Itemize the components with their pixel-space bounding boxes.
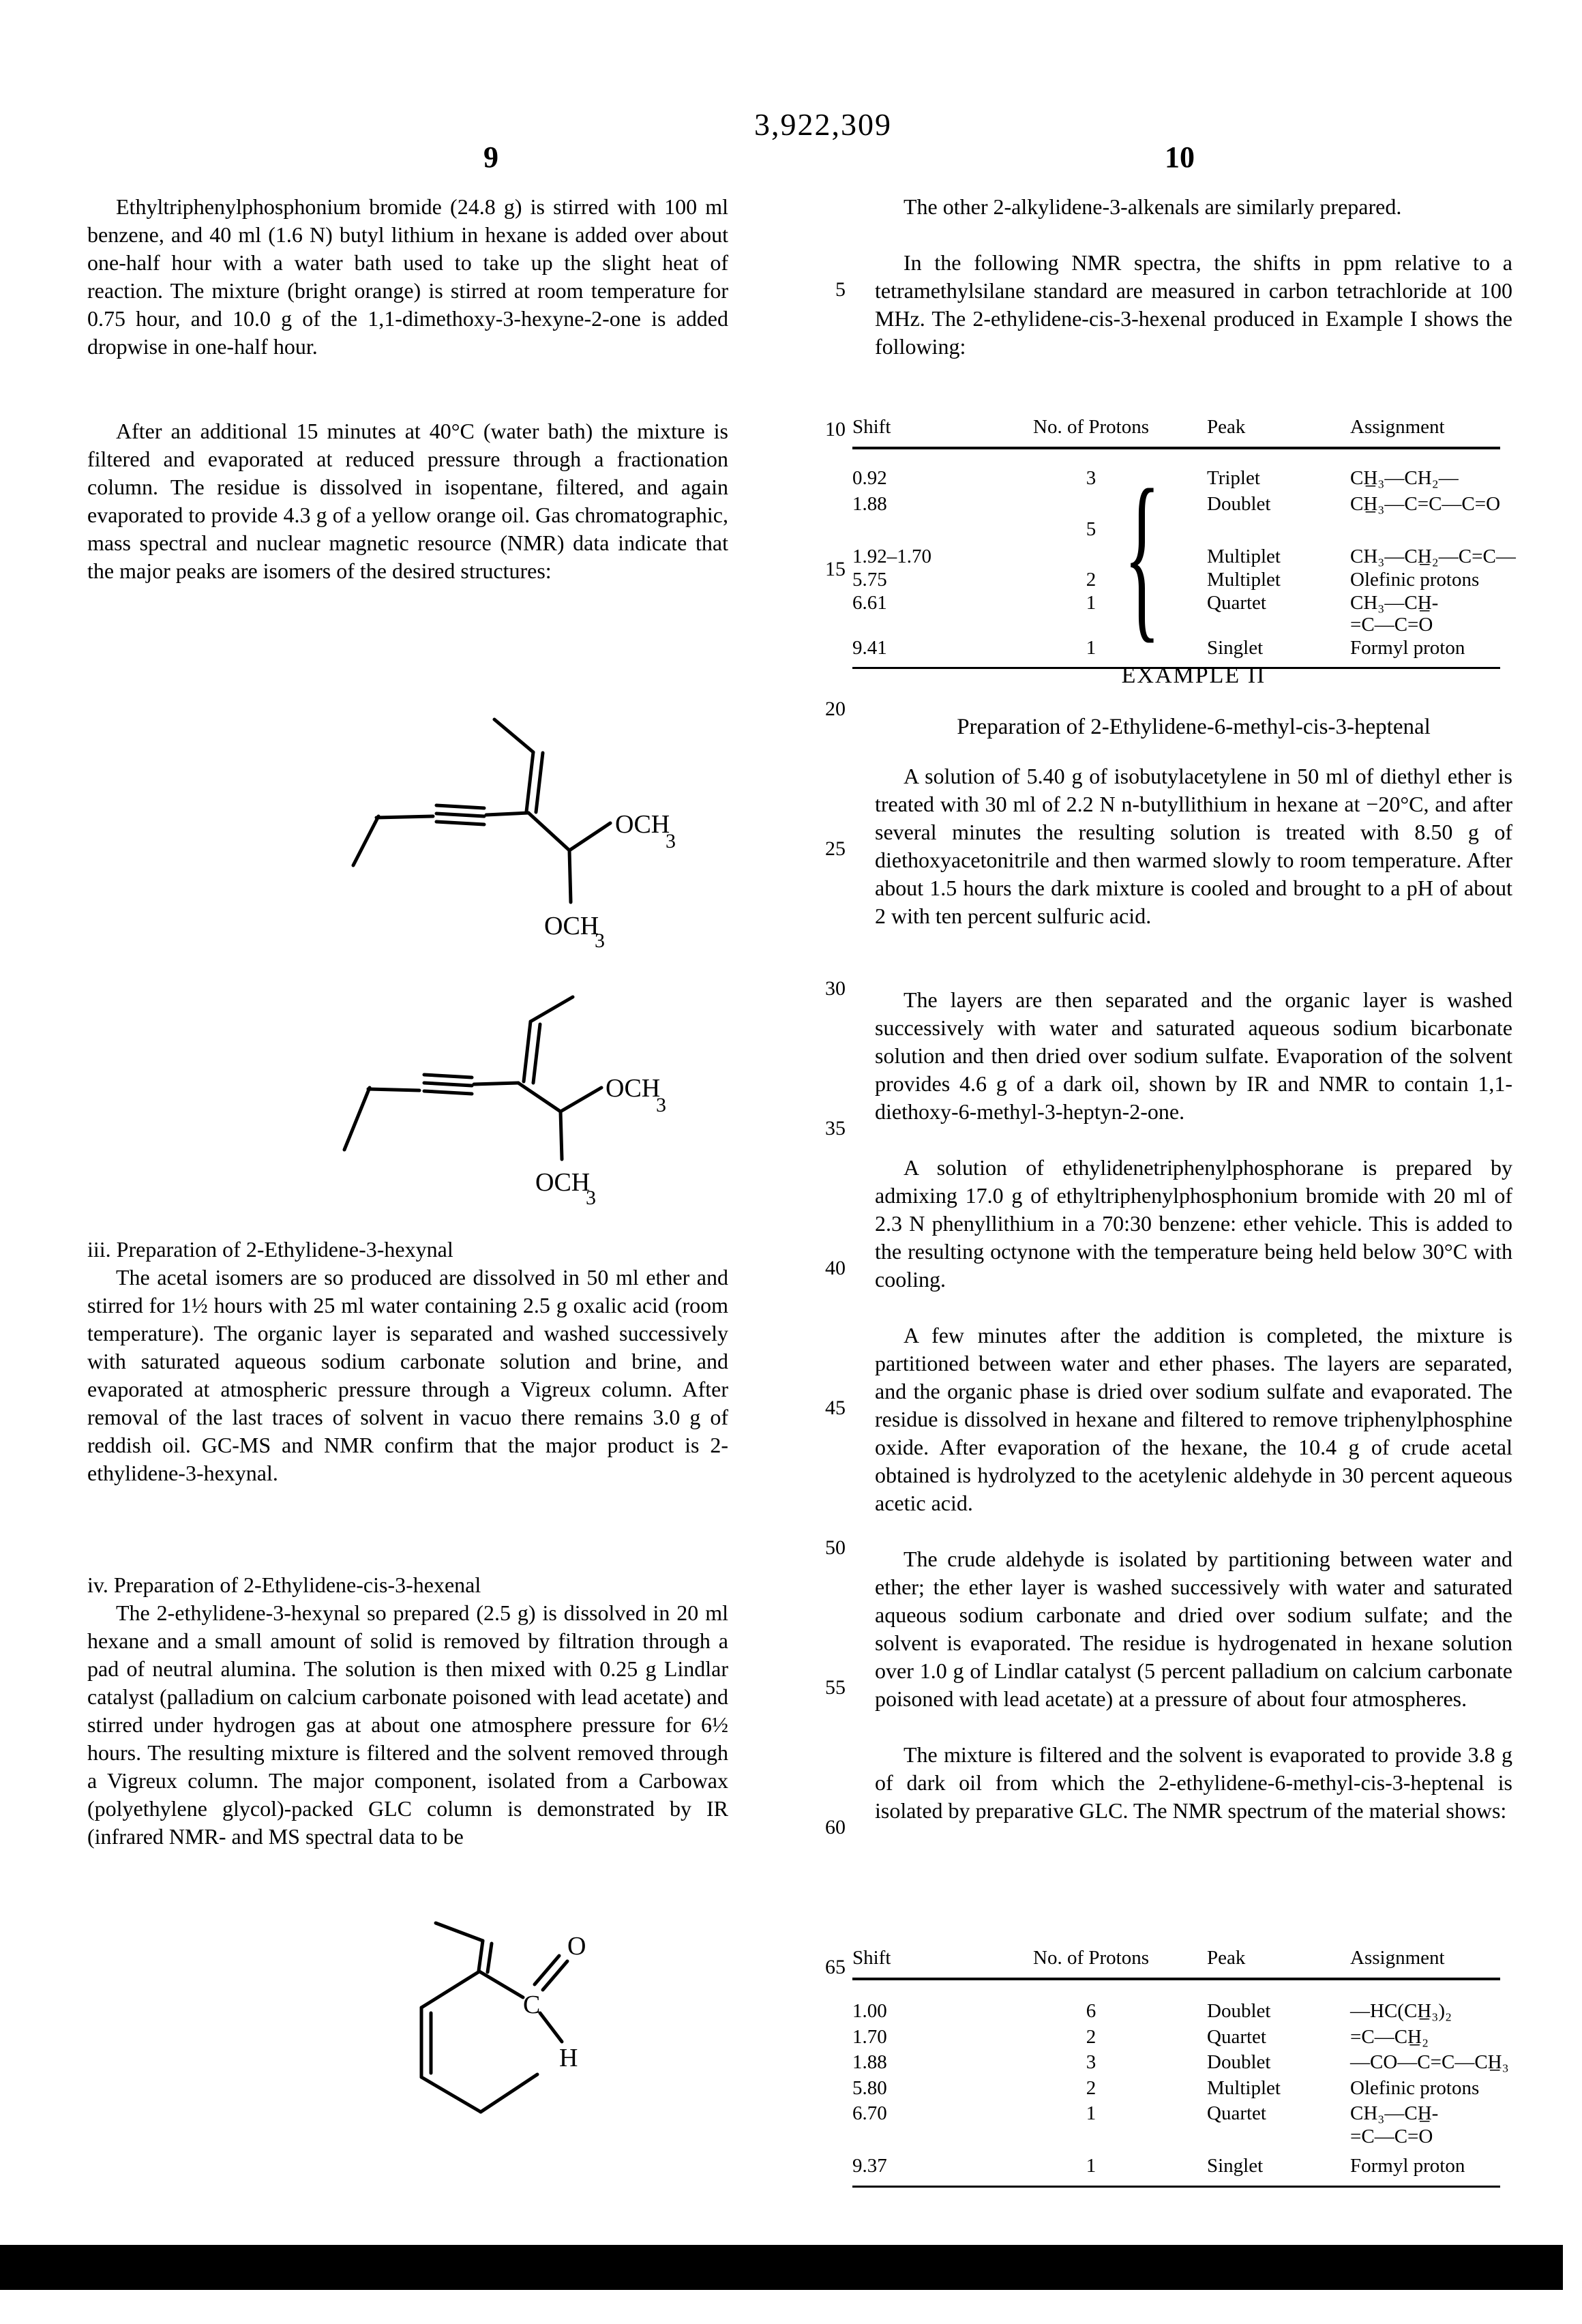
methoxy-label: OCH [544,912,599,940]
cell-protons: 5 [1086,518,1096,540]
cell-protons: 6 [1086,2000,1096,2022]
methoxy-subscript: 3 [666,830,676,852]
chemical-structure-acetal-isomer-2 [293,948,736,1221]
cell-shift: 6.61 [852,592,887,614]
table-row [846,2026,1510,2052]
cell-assignment: =C—C=O [1350,614,1433,636]
cell-protons: 1 [1086,2102,1096,2124]
cell-shift: 1.70 [852,2026,887,2048]
scan-artifact-bar [0,2245,1563,2290]
gutter-line-number: 40 [825,1257,846,1279]
example-2-paragraph-6: The mixture is filtered and the solvent is evaporated to provide 3.8 g of dark oil from which the 2-ethylidene-6-methyl-cis-3-heptenal is isolated by preparative GLC. The NMR spectrum of the material shows: [875,1742,1512,1823]
section-iv-body: The 2-ethylidene-3-hexynal so prepared (2.5 g) is dissolved in 20 ml hexane and a small amount of solid is removed by filtration through a pad of neutral alumina. The solution is then mixed with 0.25 g Lindlar catalyst (palladium on calcium carbonate poisoned with lead acetate) and stirred under hydrogen gas at about one atmosphere pressure for 6½ hours. The resulting mixture is filtered and the solvent removed through a Vigreux column. The major component, isolated from a Carbowax (polyethylene glycol)-packed GLC column is demonstrated by IR (infrared NMR- and MS spectral data to be [87,1600,728,1849]
gutter-line-number: 65 [825,1956,846,1978]
table-brace: { [1124,452,1161,660]
table-top-rule [852,447,1500,449]
table-row [846,493,1510,519]
cell-peak: Multiplet [1207,546,1281,567]
table-header-row [846,416,1510,442]
gutter-line-number: 5 [835,278,846,301]
chemical-structure-heptenal [355,1903,736,2134]
table-row [846,614,1510,640]
column-header-assignment: Assignment [1350,1947,1445,1969]
chemical-structure-acetal-isomer-1 [293,672,736,952]
cell-protons: 3 [1086,2051,1096,2073]
table-top-rule [852,1978,1500,1980]
right-column-paragraph-2: In the following NMR spectra, the shifts in ppm relative to a tetramethylsilane standard are measured in carbon tetrachloride at 100 MHz. The 2-ethylidene-cis-3-hexenal produced in Example I shows the following: [875,250,1512,359]
cell-peak: Quartet [1207,2102,1266,2124]
cell-protons: 3 [1086,467,1096,489]
cell-assignment: CH̲₃—C=C—C=O [1350,493,1501,515]
methoxy-label: OCH [535,1168,591,1197]
section-iii-body: The acetal isomers are so produced are dissolved in 50 ml ether and stirred for 1½ hours with 25 ml water containing 2.5 g oxalic acid (room temperature). The organic layer is separated and washed successively with saturated aqueous sodium carbonate solution and brine, and evaporated at atmospheric pressure through a Vigreux column. After removal of the last traces of solvent in vacuo there remains 3.0 g of reddish oil. GC-MS and NMR confirm that the major product is 2-ethylidene-3-hexynal. [87,1265,728,1485]
gutter-line-number: 25 [825,837,846,860]
gutter-line-number: 50 [825,1536,846,1559]
column-header-shift: Shift [852,416,891,438]
example-2-subheading: Preparation of 2-Ethylidene-6-methyl-cis-3-heptenal [957,715,1431,739]
cell-peak: Multiplet [1207,569,1281,591]
column-header-protons: No. of Protons [1033,1947,1149,1969]
methoxy-subscript: 3 [595,929,605,952]
cell-peak: Multiplet [1207,2077,1281,2099]
cell-peak: Triplet [1207,467,1260,489]
column-header-assignment: Assignment [1350,416,1445,438]
table-row [846,467,1510,493]
cell-protons: 1 [1086,637,1096,659]
cell-assignment: =C—C=O [1350,2126,1433,2147]
page-number-left: 9 [483,140,498,174]
cell-assignment: CH₃—CH̲- [1350,2102,1439,2124]
table-row [846,2102,1510,2128]
table-row [846,2000,1510,2026]
carbonyl-oxygen-label: O [567,1932,586,1961]
table-row [846,2126,1510,2151]
left-column-paragraph-1: Ethyltriphenylphosphonium bromide (24.8 g) is stirred with 100 ml benzene, and 40 ml (1.6 N) butyl lithium in hexane is added over about one-half hour with a water bath used to take up the slight heat of reaction. The mixture (bright orange) is stirred at room temperature for 0.75 hour, and 10.0 g of the 1,1-dimethoxy-3-hexyne-2-one is added dropwise in one-half hour. [87,194,728,359]
cell-assignment: —HC(CH̲₃)₂ [1350,2000,1452,2022]
cell-shift: 6.70 [852,2102,887,2124]
gutter-line-number: 55 [825,1676,846,1699]
cell-shift: 1.88 [852,2051,887,2073]
aldehyde-hydrogen-label: H [559,2044,578,2072]
example-2-paragraph-2: The layers are then separated and the organic layer is washed successively with water and saturated aqueous sodium bicarbonate solution and then dried over sodium sulfate. Evaporation of the solvent provides 4.6 g of a dark oil, shown by IR and NMR to contain 1,1-diethoxy-6-methyl-3-heptyn-2-one. [875,987,1512,1124]
cell-protons: 2 [1086,2077,1096,2099]
column-header-shift: Shift [852,1947,891,1969]
methoxy-label: OCH [615,810,670,839]
cell-peak: Singlet [1207,2155,1264,2177]
gutter-line-number: 10 [825,418,846,441]
cell-protons: 2 [1086,2026,1096,2048]
cell-peak: Doublet [1207,2051,1271,2073]
cell-peak: Doublet [1207,493,1271,515]
example-2-paragraph-5: The crude aldehyde is isolated by partitioning between water and ether; the ether layer is washed successively with water and saturated aqueous sodium carbonate and dried over sodium sulfate; and the solvent is evaporated. The residue is hydrogenated in hexane solution over 1.0 g of Lindlar catalyst (5 percent palladium on calcium carbonate poisoned with lead acetate) at a pressure of about four atmospheres. [875,1547,1512,1711]
gutter-line-number: 45 [825,1397,846,1419]
cell-shift: 0.92 [852,467,887,489]
example-2-paragraph-1: A solution of 5.40 g of isobutylacetylene in 50 ml of diethyl ether is treated with 30 ml of 2.2 N n-butyllithium in hexane at −20°C, and after several minutes the resulting solution is treated with 8.50 g of diethoxyacetonitrile and then warmed slowly to room temperature. After about 1.5 hours the dark mixture is cooled and brought to a pH of about 2 with ten percent sulfuric acid. [875,764,1512,928]
gutter-line-number: 35 [825,1117,846,1139]
methoxy-subscript: 3 [656,1094,666,1116]
cell-peak: Doublet [1207,2000,1271,2022]
left-column-paragraph-2: After an additional 15 minutes at 40°C (water bath) the mixture is filtered and evaporated at reduced pressure through a fractionation column. The residue is dissolved in isopentane, filtered, and again evaporated to provide 4.3 g of a yellow orange oil. Gas chromatographic, mass spectral and nuclear magnetic resource (NMR) data indicate that the major peaks are isomers of the desired structures: [87,419,728,583]
carbonyl-carbon-label: C [523,1991,541,2019]
methoxy-subscript: 3 [586,1187,596,1209]
table-row [846,569,1510,595]
cell-peak: Quartet [1207,592,1266,614]
section-iv-heading: iv. Preparation of 2-Ethylidene-cis-3-hexenal [87,1573,481,1597]
cell-shift: 5.80 [852,2077,887,2099]
cell-protons: 1 [1086,592,1096,614]
gutter-line-number: 15 [825,558,846,580]
column-header-peak: Peak [1207,1947,1246,1969]
methoxy-label: OCH [606,1074,661,1103]
cell-protons: 1 [1086,2155,1096,2177]
cell-assignment: Formyl proton [1350,637,1465,659]
table-row [846,2077,1510,2103]
gutter-line-number: 60 [825,1816,846,1838]
cell-shift: 1.88 [852,493,887,515]
column-header-peak: Peak [1207,416,1246,438]
cell-shift: 9.37 [852,2155,887,2177]
example-2-paragraph-4: A few minutes after the addition is completed, the mixture is partitioned between water and ether phases. The layers are separated, and the organic phase is dried over sodium sulfate and evaporated. The residue is dissolved in hexane and filtered to remove triphenylphosphine oxide. After evaporation of the hexane, the 10.4 g of crude acetal obtained is hydrolyzed to the acetylenic aldehyde in 30 percent aqueous acetic acid. [875,1323,1512,1515]
table-header-row [846,1947,1510,1973]
example-2-paragraph-3: A solution of ethylidenetriphenylphosphorane is prepared by admixing 17.0 g of ethyltriphenylphosphonium bromide with 20 ml of 2.3 N phenyllithium in a 70:30 benzene: ether vehicle. This is added to the resulting octynone with the temperature being held below 30°C with cooling. [875,1155,1512,1292]
table-row [846,2155,1510,2181]
page-number-right: 10 [1165,140,1195,174]
cell-assignment: Olefinic protons [1350,2077,1480,2099]
cell-shift: 1.92–1.70 [852,546,931,567]
column-header-protons: No. of Protons [1033,416,1149,438]
table-row [846,2051,1510,2077]
table-row [846,546,1516,571]
cell-assignment: CH₃—CH̲- [1350,592,1439,614]
cell-assignment: CH₃—CH̲₂—C=C— [1350,546,1516,567]
gutter-line-number: 30 [825,977,846,1000]
cell-assignment: CH̲₃—CH₂— [1350,467,1459,489]
cell-shift: 1.00 [852,2000,887,2022]
patent-number: 3,922,309 [754,107,892,142]
cell-assignment: —CO—C=C—CH̲₃ [1350,2051,1509,2073]
cell-assignment: =C—CH̲₂ [1350,2026,1429,2048]
cell-peak: Quartet [1207,2026,1266,2048]
nmr-table-1 [846,409,1516,672]
table-row [846,637,1510,663]
cell-assignment: Formyl proton [1350,2155,1465,2177]
example-2-heading: EXAMPLE II [1121,663,1266,688]
right-column-paragraph-1: The other 2-alkylidene-3-alkenals are similarly prepared. [904,194,1402,219]
table-bottom-rule [852,2186,1500,2188]
cell-assignment: Olefinic protons [1350,569,1480,591]
section-iii-heading: iii. Preparation of 2-Ethylidene-3-hexynal [87,1237,453,1262]
cell-protons: 2 [1086,569,1096,591]
cell-shift: 5.75 [852,569,887,591]
cell-shift: 9.41 [852,637,887,659]
table-row [846,518,1510,544]
cell-peak: Singlet [1207,637,1264,659]
gutter-line-number: 20 [825,698,846,720]
nmr-table-2 [846,1940,1510,2192]
